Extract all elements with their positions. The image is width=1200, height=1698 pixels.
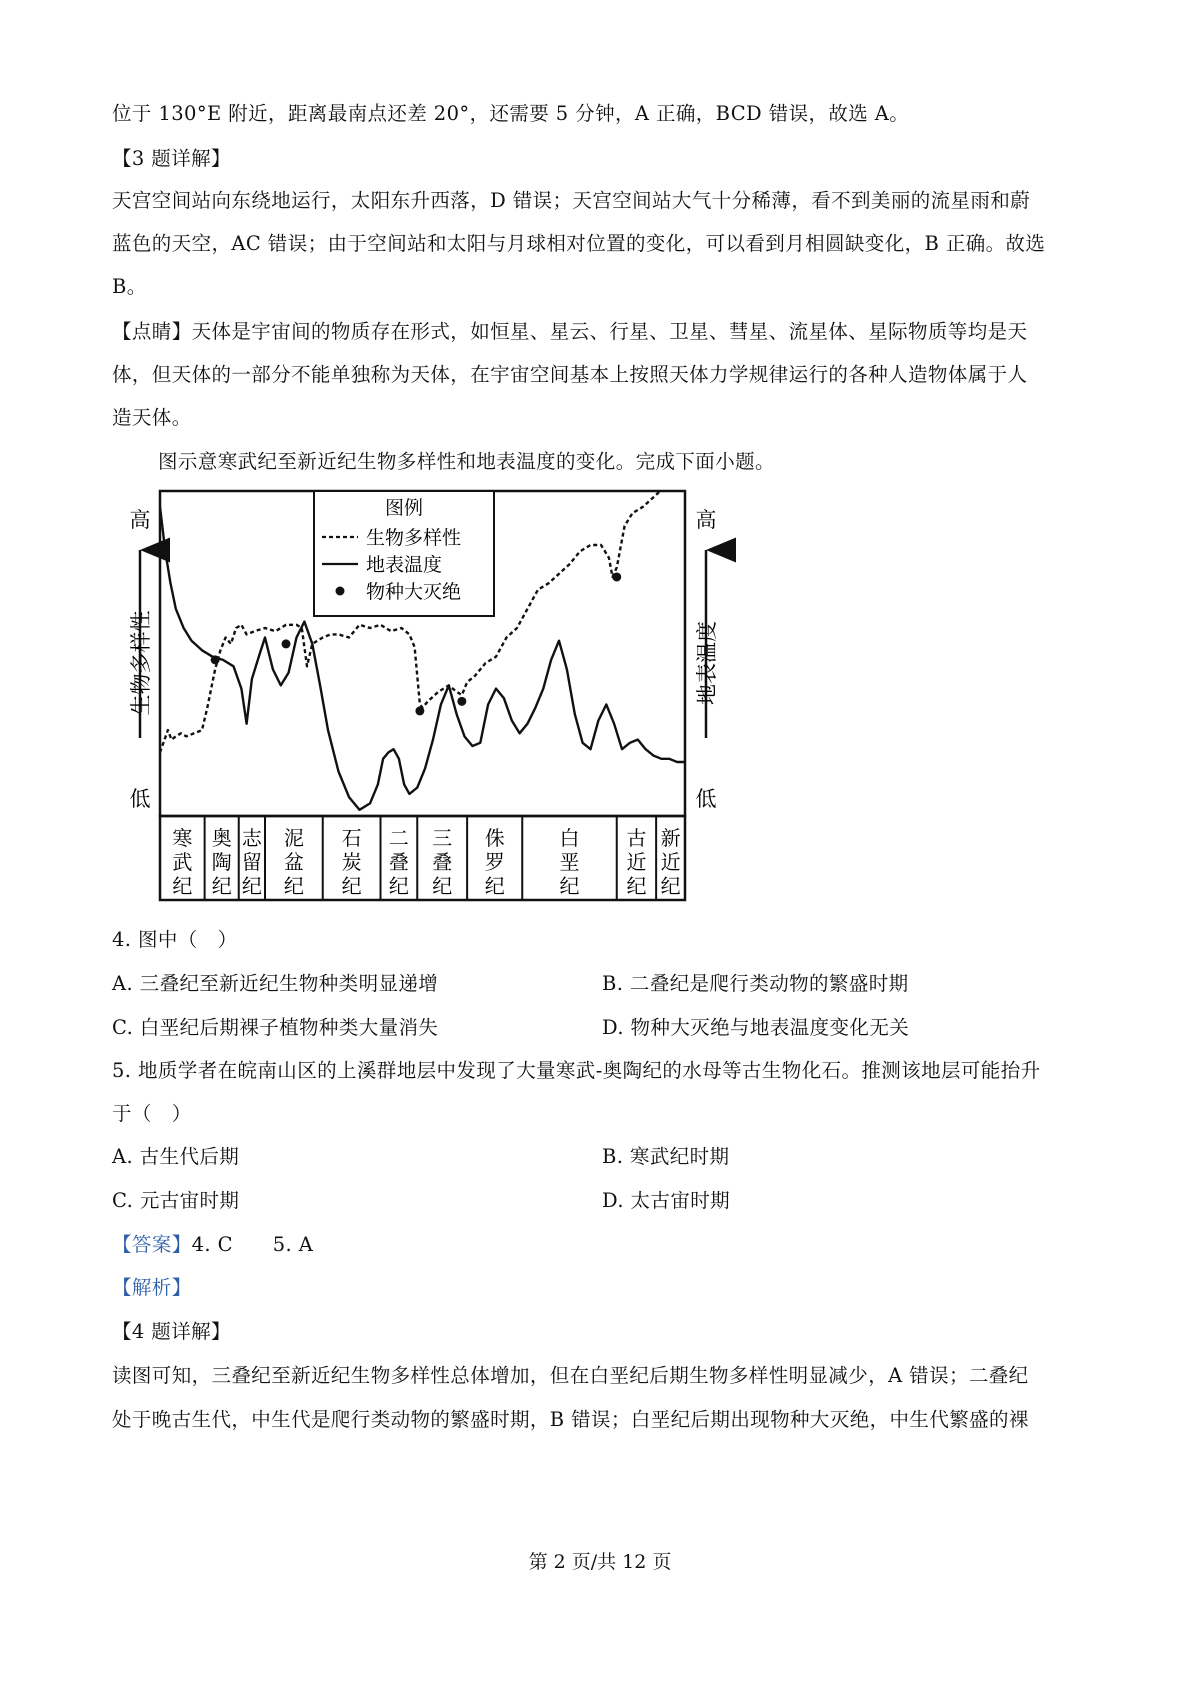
left-axis-low: 低 — [129, 787, 151, 811]
period-label-char: 纪 — [341, 874, 362, 898]
diversity-temperature-chart — [100, 488, 740, 908]
period-label-char: 纪 — [559, 874, 580, 898]
left-axis-high: 高 — [129, 508, 151, 532]
extinction-point — [211, 655, 220, 664]
option-4A: A. 三叠纪至新近纪生物种类明显递增 — [112, 972, 439, 995]
period-label-char: 新 — [660, 826, 681, 850]
paragraph-line: 处于晚古生代，中生代是爬行类动物的繁盛时期，B 错误；白垩纪后期出现物种大灭绝，中生代繁盛的裸 — [112, 1408, 1029, 1431]
period-label-char: 三 — [432, 826, 453, 850]
period-label-char: 纪 — [211, 874, 232, 898]
question-5-line2: 于（ ） — [112, 1102, 192, 1125]
note-line: 【点睛】天体是宇宙间的物质存在形式，如恒星、星云、行星、卫星、彗星、流星体、星际物质等均是天 — [112, 320, 1028, 343]
legend-entry-extinction: 物种大灭绝 — [366, 581, 462, 603]
period-label-char: 纪 — [432, 874, 453, 898]
period-label-char: 寒 — [172, 826, 193, 850]
period-label-char: 武 — [172, 850, 193, 874]
period-label-char: 留 — [241, 850, 262, 874]
period-label-char: 侏 — [484, 826, 505, 850]
left-axis-label: 生物多样性 — [129, 610, 153, 716]
paragraph-line: 天宫空间站向东绕地运行，太阳东升西落，D 错误；天宫空间站大气十分稀薄，看不到美丽的流星雨和蔚 — [112, 189, 1031, 212]
period-label-char: 志 — [241, 826, 262, 850]
answer-line — [112, 1229, 313, 1257]
period-label-char: 近 — [660, 850, 681, 874]
period-label-char: 泥 — [283, 826, 304, 850]
answer-label: 【答案】 — [112, 1233, 192, 1256]
period-label-char: 纪 — [388, 874, 409, 898]
period-label-char: 叠 — [388, 850, 409, 874]
legend-title: 图例 — [384, 497, 424, 519]
option-4C: C. 白垩纪后期裸子植物种类大量消失 — [112, 1016, 439, 1039]
detail-4-heading: 【4 题详解】 — [112, 1320, 231, 1343]
period-label-char: 纪 — [626, 874, 647, 898]
period-label-char: 石 — [341, 826, 362, 850]
period-label-char: 纪 — [660, 874, 681, 898]
section-heading: 【3 题详解】 — [112, 147, 231, 170]
period-label-char: 纪 — [241, 874, 262, 898]
period-label-char: 叠 — [432, 850, 453, 874]
figure-intro: 图示意寒武纪至新近纪生物多样性和地表温度的变化。完成下面小题。 — [158, 450, 775, 473]
period-label-char: 白 — [559, 826, 580, 850]
option-5C: C. 元古宙时期 — [112, 1189, 240, 1212]
period-label-char: 古 — [626, 826, 647, 850]
period-label-char: 近 — [626, 850, 647, 874]
paragraph-line: B。 — [112, 275, 147, 298]
analysis-label: 【解析】 — [112, 1276, 192, 1299]
option-4B: B. 二叠纪是爬行类动物的繁盛时期 — [602, 972, 909, 995]
legend-entry-biodiversity: 生物多样性 — [366, 527, 462, 549]
period-labels — [172, 816, 680, 900]
period-label-char: 二 — [388, 826, 409, 850]
period-label-char: 纪 — [484, 874, 505, 898]
extinction-point — [282, 639, 291, 648]
period-label-char: 炭 — [341, 850, 362, 874]
period-label-char: 纪 — [172, 874, 193, 898]
note-line: 造天体。 — [112, 406, 192, 429]
period-label-char: 盆 — [283, 850, 304, 874]
paragraph-line: 蓝色的天空，AC 错误；由于空间站和太阳与月球相对位置的变化，可以看到月相圆缺变化，B 正确。故选 — [112, 232, 1046, 255]
option-5A: A. 古生代后期 — [112, 1145, 240, 1168]
option-4D: D. 物种大灭绝与地表温度变化无关 — [602, 1016, 910, 1039]
extinction-point — [612, 572, 621, 581]
option-5D: D. 太古宙时期 — [602, 1189, 731, 1212]
legend-entry-temperature: 地表温度 — [366, 554, 443, 576]
note-line: 体，但天体的一部分不能单独称为天体，在宇宙空间基本上按照天体力学规律运行的各种人造物体属于人 — [112, 363, 1028, 386]
answer-text: 4. C 5. A — [191, 1233, 314, 1256]
right-axis-low: 低 — [695, 787, 717, 811]
period-label-char: 奥 — [211, 826, 232, 850]
period-label-char: 垩 — [559, 850, 580, 874]
question-5-line1: 5. 地质学者在皖南山区的上溪群地层中发现了大量寒武-奥陶纪的水母等古生物化石。推测该地层可能抬升 — [112, 1059, 1041, 1082]
page-footer: 第 2 页/共 12 页 — [528, 1551, 672, 1573]
period-label-char: 罗 — [484, 850, 505, 874]
right-axis-high: 高 — [695, 508, 717, 532]
option-5B: B. 寒武纪时期 — [602, 1145, 730, 1168]
extinction-point — [415, 706, 424, 715]
period-label-char: 陶 — [211, 850, 232, 874]
paragraph-line: 读图可知，三叠纪至新近纪生物多样性总体增加，但在白垩纪后期生物多样性明显减少，A 错误；二叠纪 — [112, 1364, 1029, 1387]
paragraph-line: 位于 130°E 附近，距离最南点还差 20°，还需要 5 分钟，A 正确，BCD 错误，故选 A。 — [112, 102, 910, 125]
period-label-char: 纪 — [283, 874, 304, 898]
legend-dot-swatch — [336, 587, 345, 596]
question-4: 4. 图中（ ） — [112, 928, 238, 951]
right-axis-label: 地表温度 — [695, 621, 719, 705]
legend — [314, 491, 494, 616]
extinction-point — [457, 697, 466, 706]
